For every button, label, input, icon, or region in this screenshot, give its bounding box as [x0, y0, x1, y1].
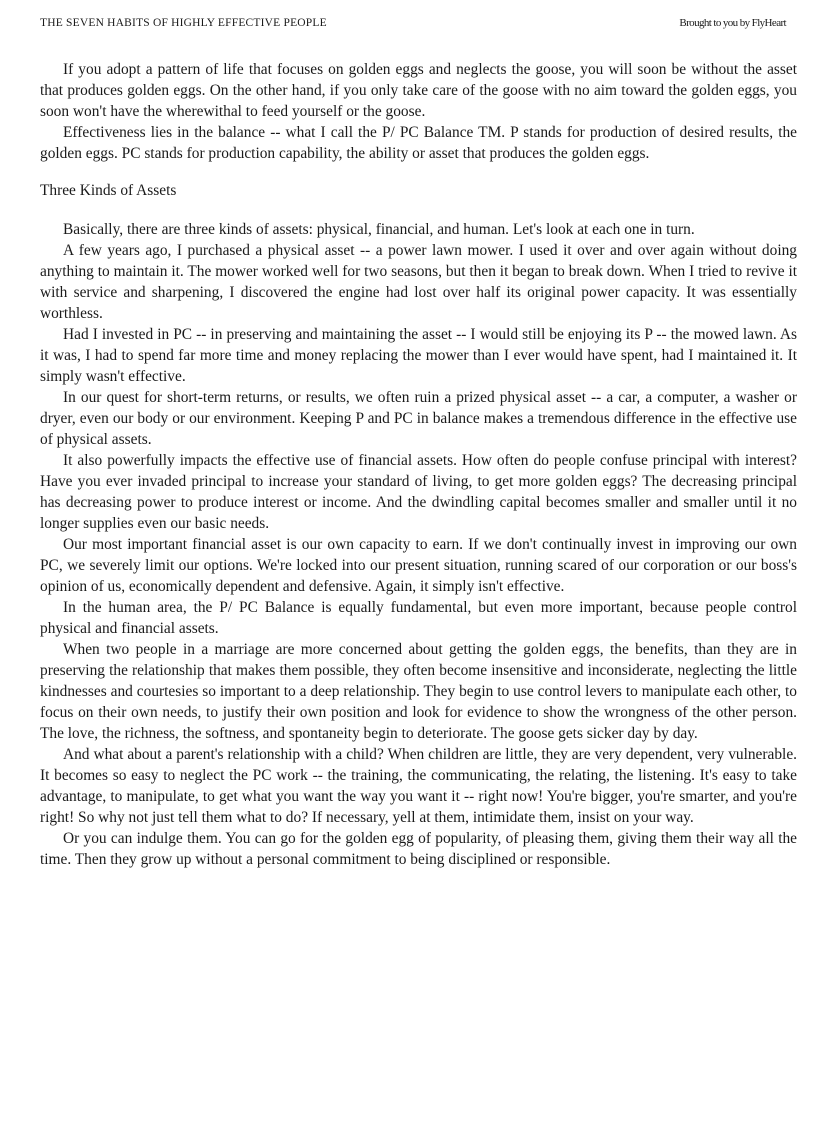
paragraph: Or you can indulge them. You can go for the golden egg of popularity, of pleasing them, giving them their way all the time. Then they grow up without a personal commitment to being disciplined or responsible. — [40, 830, 797, 868]
paragraph: If you adopt a pattern of life that focuses on golden eggs and neglects the goose, you will soon be without the asset that produces golden eggs. On the other hand, if you only take care of the goose with no aim toward the golden eggs, you soon won't have the wherewithal to feed yourself or the goose. — [40, 61, 797, 120]
paragraph: In our quest for short-term returns, or results, we often ruin a prized physical asset -- a car, a computer, a washer or dryer, even our body or our environment. Keeping P and PC in balance makes a tremendous difference in the effective use of physical assets. — [40, 389, 797, 448]
paragraph: Effectiveness lies in the balance -- what I call the P/ PC Balance TM. P stands for production of desired results, the golden eggs. PC stands for production capability, the ability or asset that produces the golden eggs. — [40, 124, 797, 162]
book-title: THE SEVEN HABITS OF HIGHLY EFFECTIVE PEOPLE — [40, 17, 327, 29]
paragraph: A few years ago, I purchased a physical asset -- a power lawn mower. I used it over and over again without doing anything to maintain it. The mower worked well for two seasons, but then it began to break down. When I tried to revive it with service and sharpening, I discovered the engine had lost over half its original power capacity. It was essentially worthless. — [40, 242, 797, 322]
credit-line: Brought to you by FlyHeart — [679, 17, 786, 29]
paragraph: And what about a parent's relationship with a child? When children are little, they are very dependent, very vulnerable. It becomes so easy to neglect the PC work -- the training, the communicating, the relating, the listening. It's easy to take advantage, to manipulate, to get what you want the way you want it -- right now! You're bigger, you're smarter, and you're right! So why not just tell them what to do? If necessary, yell at them, intimidate them, insist on your way. — [40, 746, 797, 826]
page-header — [40, 17, 786, 33]
paragraph: When two people in a marriage are more concerned about getting the golden eggs, the benefits, than they are in preserving the relationship that makes them possible, they often become insensitive and inconsiderate, neglecting the little kindnesses and courtesies so important to a deep relationship. They begin to use control levers to manipulate each other, to focus on their own needs, to justify their own position and look for evidence to show the wrongness of the other person. The love, the richness, the softness, and spontaneity begin to deteriorate. The goose gets sicker day by day. — [40, 641, 797, 742]
page-body — [40, 59, 797, 870]
paragraph: Basically, there are three kinds of assets: physical, financial, and human. Let's look at each one in turn. — [63, 221, 695, 238]
paragraph: In the human area, the P/ PC Balance is equally fundamental, but even more important, because people control physical and financial assets. — [40, 599, 797, 637]
section-heading: Three Kinds of Assets — [40, 182, 177, 199]
paragraph: Our most important financial asset is our own capacity to earn. If we don't continually invest in improving our own PC, we severely limit our options. We're locked into our present situation, running scared of our corporation or our boss's opinion of us, economically dependent and defensive. Again, it simply isn't effective. — [40, 536, 797, 595]
paragraph: Had I invested in PC -- in preserving and maintaining the asset -- I would still be enjoying its P -- the mowed lawn. As it was, I had to spend far more time and money replacing the mower than I ever would have spent, had I maintained it. It simply wasn't effective. — [40, 326, 797, 385]
paragraph: It also powerfully impacts the effective use of financial assets. How often do people confuse principal with interest? Have you ever invaded principal to increase your standard of living, to get more golden eggs? The decreasing principal has decreasing power to produce interest or income. And the dwindling capital becomes smaller and smaller until it no longer supplies even our basic needs. — [40, 452, 797, 532]
